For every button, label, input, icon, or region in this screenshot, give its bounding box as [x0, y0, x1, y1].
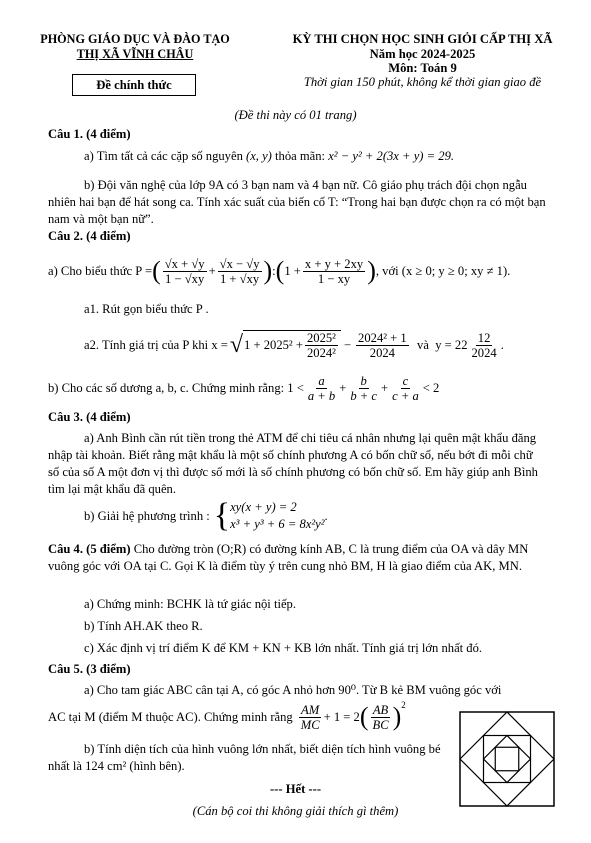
- q4-part-c: c) Xác định vị trí điểm K để KM + KN + KB lớn nhất. Tính giá trị lớn nhất đó.: [84, 641, 483, 655]
- official-label: Đề chính thức: [72, 74, 196, 96]
- q1-title: Câu 1. (4 điểm): [48, 127, 131, 141]
- q3-equation-1: xy(x + y) = 2: [230, 500, 297, 514]
- q5-part-b: b) Tính diện tích của hình vuông lớn nhất, biết diện tích hình vuông bé nhất là 124 cm² (hình bên).: [48, 742, 441, 773]
- q2-fraction-3: $\frac{x + y + 2xy}{1 - xy}$: [304, 256, 364, 286]
- q2-part-a1: a1. Rút gọn biểu thức P .: [84, 302, 209, 316]
- pages-note: (Đề thi này có 01 trang): [234, 108, 357, 122]
- q5-part-a-line1: a) Cho tam giác ABC cân tại A, có góc A nhỏ hơn 90⁰. Từ B kẻ BM vuông góc với: [84, 683, 502, 697]
- sqrt-icon: √: [229, 331, 244, 358]
- q3-part-b: [84, 497, 328, 535]
- q3-title: Câu 3. (4 điểm): [48, 410, 131, 424]
- q5-part-a-line2: [48, 697, 406, 737]
- plus-sign-1: +: [339, 380, 347, 395]
- q1-a-mid: thỏa mãn:: [271, 149, 329, 163]
- department-name: PHÒNG GIÁO DỤC VÀ ĐÀO TẠO: [40, 32, 230, 46]
- paren-close: ): [263, 256, 273, 285]
- square-5: [495, 747, 519, 771]
- q2-a2-end: .: [500, 337, 504, 352]
- q3-part-a: a) Anh Bình cần rút tiền trong thẻ ATM để chi tiêu cá nhân nhưng lại quên mật khẩu đăng nhập tài khoản. Biết rằng mật khẩu là một số chính phương A có bốn chữ số, nếu bớt đi mỗi chữ số của số A một đơn vị thì được số mới là số chính phương có bốn chữ số. Em hãy giúp anh Bình tìm lại mật khẩu đã quên.: [48, 431, 538, 496]
- paren-open-2: (: [275, 256, 285, 285]
- paren-close-2: ): [367, 256, 376, 285]
- q5-a-lead: AC tại M (điểm M thuộc AC). Chứng minh rằng: [48, 709, 293, 724]
- q2-a2-lead: a2. Tính giá trị của P khi x =: [84, 337, 228, 352]
- q5-a-mid: + 1 = 2: [323, 709, 360, 724]
- footer-note: (Cán bộ coi thi không giải thích gì thêm): [192, 804, 399, 818]
- exam-title: KỲ THI CHỌN HỌC SINH GIỎI CẤP THỊ XÃ: [292, 32, 553, 46]
- q2-a2-fraction-1: $\frac{\text{2025²}}{\text{2024²}}$: [306, 331, 336, 360]
- q2-a2-fraction-3: $\frac{12}{2024}$: [471, 330, 497, 360]
- q5-square: 2: [401, 700, 406, 710]
- q2-title: Câu 2. (4 điểm): [48, 229, 131, 243]
- square-3: [484, 736, 531, 783]
- square-4: [484, 736, 531, 783]
- brace-icon: {: [213, 497, 231, 534]
- q2-a2-radicand: 1 + 2025² + $\frac{\text{2025²}}{\text{2024²}}$: [243, 330, 341, 360]
- q3-system: [230, 499, 324, 533]
- q5-fraction-2: $\frac{AB}{BC}$: [372, 702, 389, 732]
- q2-fraction-2: $\frac{√x - √y}{1 + √xy}$: [219, 256, 260, 286]
- q2-a-lead: a) Cho biểu thức P =: [48, 263, 153, 278]
- q2-b-fraction-3: $\frac{c}{c + a}$: [392, 373, 419, 403]
- q4-title: Câu 4. (5 điểm): [48, 542, 131, 556]
- q4-block: [48, 541, 546, 575]
- q2-b-fraction-1: $\frac{a}{a + b}$: [307, 373, 336, 403]
- q2-b-lead: b) Cho các số dương a, b, c. Chứng minh rằng: 1 <: [48, 380, 304, 395]
- q2-fraction-1: $\frac{√x + √y}{1 - √xy}$: [164, 256, 205, 286]
- paren-open: (: [152, 256, 161, 285]
- q3-b-end: .: [324, 508, 328, 523]
- q2-part-a: [48, 250, 510, 292]
- q4-intro: Cho đường tròn (O;R) có đường kính AB, C là trung điểm của OA và dây MN vuông góc với OA tại C. Gọi K là điểm tùy ý trên cung nhỏ BM, H là giao điểm của AK, MN.: [48, 542, 529, 573]
- q1-a-equation: x² − y² + 2(3x + y) = 29.: [328, 149, 455, 163]
- subject: Môn: Toán 9: [388, 61, 457, 75]
- q1-part-a: [84, 149, 454, 164]
- q2-condition: , với (x ≥ 0; y ≥ 0; xy ≠ 1).: [375, 263, 511, 278]
- paren-close-3: ): [392, 702, 402, 731]
- colon-sign: :: [272, 263, 276, 278]
- q2-one-plus: 1 +: [284, 263, 301, 278]
- minus-sign: −: [343, 337, 352, 352]
- q2-a2-fraction-2: $\frac{\text{2024² + 1}}{2024}$: [358, 330, 407, 360]
- q2-b-fraction-2: $\frac{b}{b + c}$: [350, 373, 377, 403]
- q2-part-b: [48, 368, 439, 408]
- q5-title: Câu 5. (3 điểm): [48, 662, 131, 676]
- q1-a-pair: (x, y): [246, 149, 272, 163]
- q1-part-b: b) Đội văn nghệ của lớp 9A có 3 bạn nam và 4 bạn nữ. Cô giáo phụ trách đội chọn ngẫu nhiên hai bạn để hát song ca. Tính xác suất của biến cố T: “Trong hai bạn được chọn ra có một bạn nam và một bạn nữ”.: [48, 178, 546, 226]
- school-year: Năm học 2024-2025: [369, 47, 476, 61]
- paren-open-3: (: [359, 702, 369, 731]
- q5-fraction-1: $\frac{AM}{MC}$: [300, 702, 320, 732]
- q3-equation-2: x³ + y³ + 6 = 8x²y²: [230, 517, 325, 531]
- q2-b-end: < 2: [422, 380, 440, 395]
- q4-part-a: a) Chứng minh: BCHK là tứ giác nội tiếp.: [84, 597, 296, 611]
- district-name: THỊ XÃ VĨNH CHÂU: [76, 47, 194, 61]
- plus-sign-2: +: [381, 380, 389, 395]
- q3-b-lead: b) Giải hệ phương trình :: [84, 508, 210, 523]
- end-mark: --- Hết ---: [269, 782, 322, 796]
- q2-part-a2: [84, 326, 504, 364]
- plus-sign: +: [208, 263, 216, 278]
- q4-part-b: b) Tính AH.AK theo R.: [84, 619, 203, 633]
- exam-duration: Thời gian 150 phút, không kể thời gian giao đề: [303, 75, 542, 89]
- q1-a-text: a) Tìm tất cả các cặp số nguyên: [84, 149, 247, 163]
- q2-a2-and: và y = 22: [410, 337, 468, 352]
